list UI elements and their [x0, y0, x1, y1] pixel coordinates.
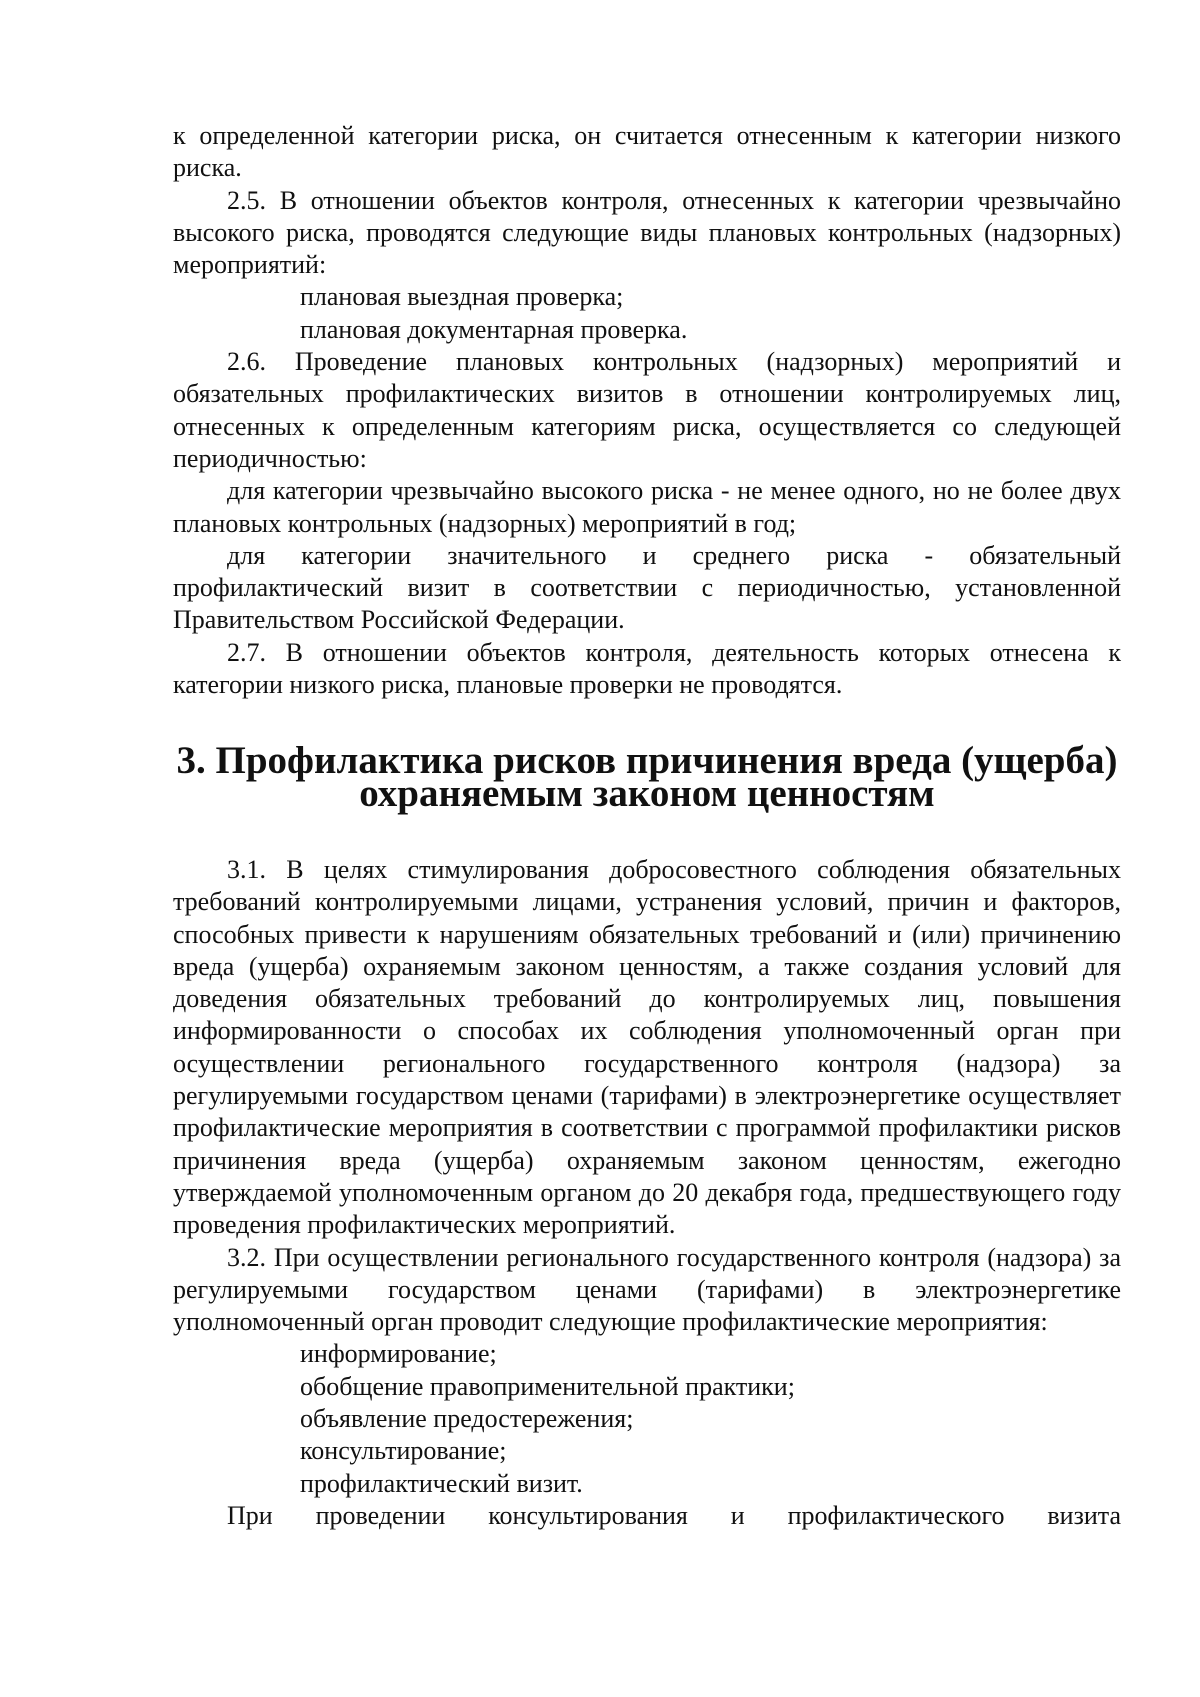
- list-item: информирование;: [300, 1339, 497, 1369]
- section-3-heading: [173, 739, 1121, 815]
- list-2-5: [173, 281, 1121, 346]
- paragraph-2-7: 2.7. В отношении объектов контроля, деятельность которых отнесена к категории низкого риска, плановые проверки не проводятся.: [173, 637, 1121, 700]
- list-item: профилактический визит.: [300, 1468, 583, 1498]
- paragraph-3-1: 3.1. В целях стимулирования добросовестного соблюдения обязательных требований контролируемыми лицами, устранения условий, причин и факторов, способных привести к нарушениям обязательных требований и (или) причинению вреда (ущерба) охраняемым законом ценностям, а также создания условий для доведения обязательных требований до контролируемых лиц, повышения информированности о способах их соблюдения уполномоченный орган при осуществлении регионального государственного контроля (надзора) за регулируемыми государством ценами (тарифами) в электроэнергетике осуществляет профилактические мероприятия в соответствии с программой профилактики рисков причинения вреда (ущерба) охраняемым законом ценностям, ежегодно утверждаемой уполномоченным органом до 20 декабря года, предшествующего году проведения профилактических мероприятий.: [173, 854, 1121, 1240]
- spacer: [173, 810, 1121, 854]
- list-item: объявление предостережения;: [300, 1403, 634, 1433]
- document-page: [173, 120, 1121, 1532]
- paragraph-last: При проведении консультирования и профилактического визита: [227, 1500, 1121, 1530]
- paragraph-2-6: 2.6. Проведение плановых контрольных (надзорных) мероприятий и обязательных профилактических визитов в отношении контролируемых лиц, отнесенных к определенным категориям риска, осуществляется со следующей периодичностью:: [173, 347, 1121, 473]
- section-3-heading-line-2: охраняемым законом ценностям: [359, 771, 935, 815]
- list-item: плановая выездная проверка;: [300, 282, 624, 312]
- list-3-2: [173, 1338, 1121, 1499]
- paragraph-2-6-a: для категории чрезвычайно высокого риска - не менее одного, но не более двух плановых контрольных (надзорных) мероприятий в год;: [173, 476, 1121, 538]
- paragraph-continuation: к определенной категории риска, он считается отнесенным к категории низкого риска.: [173, 121, 1121, 183]
- list-item: консультирование;: [300, 1436, 507, 1466]
- paragraph-2-6-b: для категории значительного и среднего риска - обязательный профилактический визит в соответствии с периодичностью, установленной Правительством Российской Федерации.: [173, 540, 1121, 635]
- paragraph-3-2: 3.2. При осуществлении регионального государственного контроля (надзора) за регулируемыми государством ценами (тарифами) в электроэнергетике уполномоченный орган проводит следующие профилактические мероприятия:: [173, 1242, 1121, 1337]
- section-3-heading-line-1: 3. Профилактика рисков причинения вреда (ущерба): [176, 739, 1118, 783]
- list-item: плановая документарная проверка.: [300, 314, 688, 344]
- list-item: обобщение правоприменительной практики;: [300, 1371, 795, 1401]
- paragraph-2-5: 2.5. В отношении объектов контроля, отнесенных к категории чрезвычайно высокого риска, проводятся следующие виды плановых контрольных (надзорных) мероприятий:: [173, 185, 1121, 280]
